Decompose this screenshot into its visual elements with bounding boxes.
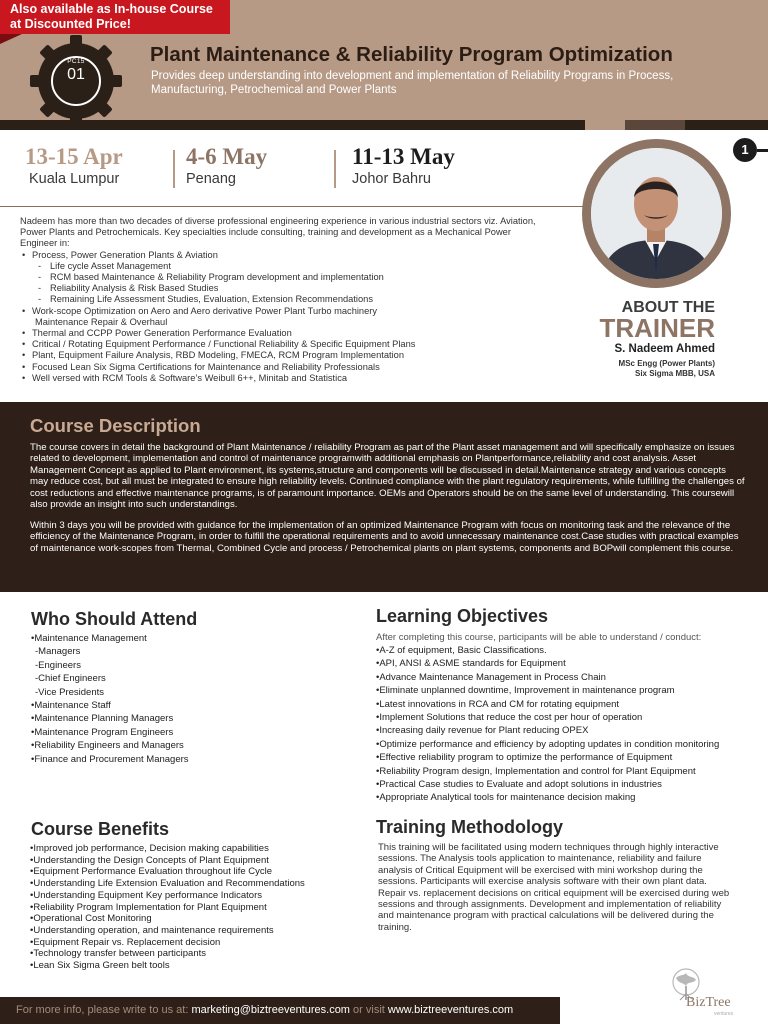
course-number: 01 [67,66,85,83]
list-item: • Understanding the Design Concepts of Plant Equipment [30,855,305,867]
page-badge-connector [757,149,768,152]
list-item: • Work-scope Optimization on Aero and Aero derivative Power Plant Turbo machinery [20,306,540,317]
trainer-credential: Six Sigma MBB, USA [634,369,715,378]
list-item: • Increasing daily revenue for Plant reducing OPEX [376,724,719,737]
list-item: • Lean Six Sigma Green belt tools [30,960,305,972]
inhouse-promo-banner[interactable] [0,0,230,34]
header-stripe-mid [625,120,685,130]
event-date: 4-6 May [186,144,268,169]
list-item: • Critical / Rotating Equipment Performance / Functional Reliability & Specific Equipment Plans [20,339,540,350]
event-date: 13-15 Apr [25,144,123,169]
footer-website-link[interactable]: www.biztreeventures.com [387,1004,514,1016]
section-title: Learning Objectives [376,606,549,626]
list-item: • Maintenance Management [31,632,189,645]
list-item: • API, ANSI & ASME standards for Equipment [376,657,719,670]
list-item: • Optimize performance and efficiency by adopting updates in condition monitoring [376,738,719,751]
list-item: • Understanding Life Extension Evaluation and Recommendations [30,878,305,890]
footer-contact [16,1004,513,1016]
methodology-text: This training will be facilitated using modern techniques through highly interactive sessions. The Analysis tools application to maintenance, reliability and failure analysis of Critical Equipment will be exercised with mini workshop during the sessions. Participants will exercise analysis software with their own plant data. Repair vs. replacement decisions on critical equipment will be exercised during web sessions and through assignments. Development and implementation of reliability and maintenance program with practical calculations will be delivered during the training. [378,842,730,933]
list-item: - Life cycle Asset Management [20,261,540,272]
footer-prefix: For more info, please write to us at: [16,1004,192,1016]
who-should-attend-list [31,632,189,766]
trainer-credential: MSc Engg (Power Plants) [618,359,715,368]
list-item: • Advance Maintenance Management in Process Chain [376,671,719,684]
list-item: • Finance and Procurement Managers [31,753,189,766]
date-divider [334,150,336,188]
list-item: • Eliminate unplanned downtime, Improvement in maintenance program [376,684,719,697]
learning-objectives-list [376,644,719,805]
list-item: • Technology transfer between participants [30,948,305,960]
footer-middle: or visit [349,1004,388,1016]
list-item: • Well versed with RCM Tools & Software’s Weibull 6++, Minitab and Statistica [20,373,540,384]
schedule-penang[interactable] [186,144,267,187]
header-stripe-light [585,120,625,130]
bio-intro: Nadeem has more than two decades of diverse professional engineering experience in various industrial sectors viz. Aviation, Power Plants and Petrochemicals. Key specialties include consulting, training and development as a Mechanical Power Engineer in: [20,216,536,249]
description-paragraph: Within 3 days you will be provided with guidance for the implementation of an optimized Maintenance Program with focus on monitoring task and the relevance of the efficiency of the Maintenance Program, in order to fulfill the operational requirements and to avoid unnecessary maintenance cost.Case studies with practical examples of maintenance work-scopes from Thermal, Combined Cycle and process / Petrochemical plants on plant systems, components and BOPwill complement this course. [30,520,739,554]
list-item: -Engineers [35,659,81,671]
event-date: 11-13 May [352,144,455,169]
event-city: Kuala Lumpur [29,171,120,187]
header-stripe-end [685,120,768,130]
course-code: PC15 [67,58,85,65]
list-item: • Reliability Program Implementation for Plant Equipment [30,902,305,914]
trainer-name: S. Nadeem Ahmed [614,343,715,355]
course-description-section [0,402,768,592]
trainer-heading: TRAINER [599,313,715,343]
list-item: • Operational Cost Monitoring [30,913,305,925]
list-item: • Appropriate Analytical tools for maintenance decision making [376,791,719,804]
objectives-intro: After completing this course, participants will be able to understand / conduct: [376,632,702,643]
list-item: Maintenance Repair & Overhaul [35,316,168,327]
section-title: Course Description [30,415,201,436]
list-item: • Latest innovations in RCA and CM for rotating equipment [376,698,719,711]
list-item: • Improved job performance, Decision making capabilities [30,843,305,855]
list-item: • Equipment Repair vs. Replacement decision [30,937,305,949]
event-city: Penang [186,171,236,187]
list-item: - Reliability Analysis & Risk Based Studies [20,283,540,294]
description-paragraph: The course covers in detail the background of Plant Maintenance / reliability Program as part of the Plant asset management and will specifically emphasize on issues related to development, implementation and control of maintenance programwith additional emphasis on Plantperformance,reliability and cost analysis. Asset Management Concept as applied to Plant environment, its systems,structure and components will be discussed in detail.Maintenance strategy and various concepts may reduce cost, but all must be integrated to ensure high reliability levels. Continued compliance with the plant regulatory requirements, while fulfilling the challenges of cost reductions and effective maintenance programs, is of paramount importance. OEMs and Operators should be on the same level of understanding. This coursewill also provide an insight into such understandings. [30,442,745,511]
trainer-portrait-icon [591,148,722,279]
section-title: Who Should Attend [31,609,198,629]
footer-email-link[interactable]: marketing@biztreeventures.com [191,1004,350,1016]
list-item: • Understanding Equipment Key performance Indicators [30,890,305,902]
list-item: • Process, Power Generation Plants & Aviation [20,250,540,261]
course-title: Plant Maintenance & Reliability Program Optimization [150,43,673,66]
list-item: • Maintenance Program Engineers [31,726,189,739]
list-item: • Equipment Performance Evaluation throughout life Cycle [30,866,305,878]
list-item: • Maintenance Planning Managers [31,712,189,725]
list-item: • Reliability Engineers and Managers [31,739,189,752]
list-item: • Focused Lean Six Sigma Certifications for Maintenance and Reliability Professionals [20,362,540,373]
list-item: • Thermal and CCPP Power Generation Performance Evaluation [20,328,540,339]
list-item: • Maintenance Staff [31,699,189,712]
list-item: - RCM based Maintenance & Reliability Program development and implementation [20,272,540,283]
list-item: • Effective reliability program to optimize the performance of Equipment [376,751,719,764]
list-item: -Managers [35,646,81,658]
course-benefits-list [30,843,305,972]
section-title: Course Benefits [31,819,170,839]
list-item: • Reliability Program design, Implementation and control for Plant Equipment [376,765,719,778]
trainer-bio [20,216,540,384]
list-item: • Plant, Equipment Failure Analysis, RBD Modeling, FMECA, RCM Program Implementation [20,350,540,361]
list-item: • Practical Case studies to Evaluate and adopt solutions in industries [376,778,719,791]
course-code-badge [51,58,101,84]
list-item: • Understanding operation, and maintenance requirements [30,925,305,937]
bio-specialties-list [20,250,540,384]
footer-bar [0,997,560,1024]
list-item: -Chief Engineers [35,673,106,685]
list-item: • A-Z of equipment, Basic Classifications. [376,644,719,657]
dates-underline [0,206,590,207]
logo-wordmark: BizTree [686,995,731,1010]
logo-tagline: ventures [714,1011,734,1017]
list-item: - Remaining Life Assessment Studies, Evaluation, Extension Recommendations [20,294,540,305]
section-title: Training Methodology [376,817,563,837]
date-divider [173,150,175,188]
trainer-photo [582,139,731,288]
list-item: • Implement Solutions that reduce the cost per hour of operation [376,711,719,724]
list-item: -Vice Presidents [35,686,104,698]
promo-ribbon-fold [0,34,22,44]
schedule-johor-bahru[interactable] [352,144,455,187]
page-number-badge: 1 [733,138,757,162]
event-city: Johor Bahru [352,171,431,187]
about-the-label: ABOUT THE [621,299,715,316]
course-subtitle: Provides deep understanding into development and implementation of Reliability Programs in Process, Manufacturing, Petrochemical and Power Plants [151,70,674,96]
promo-line-2: at Discounted Price! [10,17,131,31]
schedule-kuala-lumpur[interactable] [25,144,123,187]
promo-line-1: Also available as In-house Course [10,2,213,16]
